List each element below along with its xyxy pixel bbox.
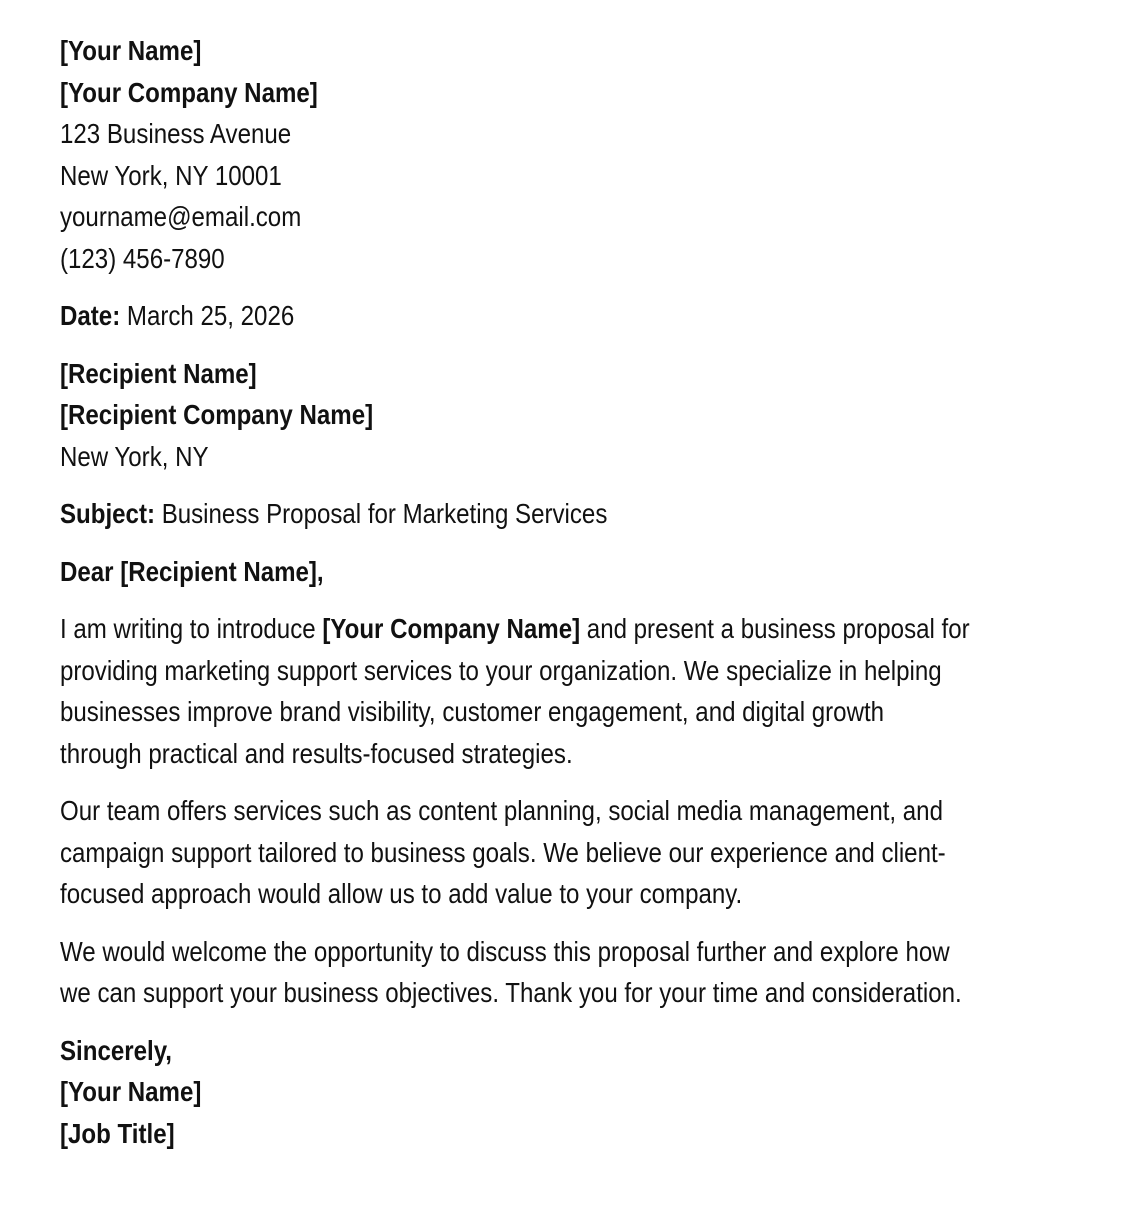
- salutation-block: [60, 551, 1075, 593]
- letter-content: [60, 30, 1075, 1154]
- closing-job-title: [Job Title]: [60, 1117, 175, 1149]
- date-label: Date:: [60, 300, 121, 331]
- sender-email: yourname@email.com: [60, 201, 302, 232]
- paragraph-line: we can support your business objectives. Thank you for your time and consideration.: [60, 977, 962, 1008]
- subject-block: [60, 493, 1075, 535]
- sender-company: [Your Company Name]: [60, 76, 318, 108]
- body-paragraph-3: [60, 931, 1075, 1014]
- body-paragraph-2: [60, 790, 1075, 915]
- p1-line1-pre: I am writing to introduce: [60, 613, 323, 644]
- sender-phone: (123) 456-7890: [60, 242, 225, 274]
- recipient-city: New York, NY: [60, 440, 209, 472]
- sender-address-line2: New York, NY 10001: [60, 159, 282, 191]
- paragraph-line: providing marketing support services to your organization. We specialize in helping: [60, 654, 942, 686]
- recipient-company: [Recipient Company Name]: [60, 399, 374, 430]
- recipient-info: [60, 353, 1075, 478]
- sender-name: [Your Name]: [60, 35, 202, 66]
- paragraph-line: businesses improve brand visibility, customer engagement, and digital growth: [60, 696, 885, 727]
- subject-line: [60, 493, 1075, 535]
- recipient-name: [Recipient Name]: [60, 357, 257, 389]
- subject-label: Subject:: [60, 498, 156, 529]
- paragraph-line: We would welcome the opportunity to discuss this proposal further and explore how: [60, 935, 950, 967]
- sender-address-line1: 123 Business Avenue: [60, 118, 292, 149]
- closing-name: [Your Name]: [60, 1076, 202, 1107]
- closing-block: [60, 1030, 1075, 1155]
- date-block: [60, 295, 1075, 337]
- date-value: March 25, 2026: [120, 300, 295, 331]
- paragraph-line: campaign support tailored to business goals. We believe our experience and client-: [60, 836, 946, 868]
- closing-sign-off: Sincerely,: [60, 1034, 173, 1066]
- body-paragraph-1: [60, 608, 1075, 774]
- paragraph-line: [60, 608, 1075, 650]
- p1-line1-post: and present a business proposal for: [580, 613, 970, 644]
- date-line: [60, 295, 1075, 337]
- paragraph-line: focused approach would allow us to add value to your company.: [60, 878, 743, 909]
- sender-info: [60, 30, 1075, 279]
- subject-value: Business Proposal for Marketing Services: [155, 498, 608, 529]
- salutation: Dear [Recipient Name],: [60, 555, 324, 587]
- paragraph-line: through practical and results-focused strategies.: [60, 737, 573, 769]
- p1-company-placeholder: [Your Company Name]: [322, 613, 581, 644]
- paragraph-line: Our team offers services such as content planning, social media management, and: [60, 795, 943, 826]
